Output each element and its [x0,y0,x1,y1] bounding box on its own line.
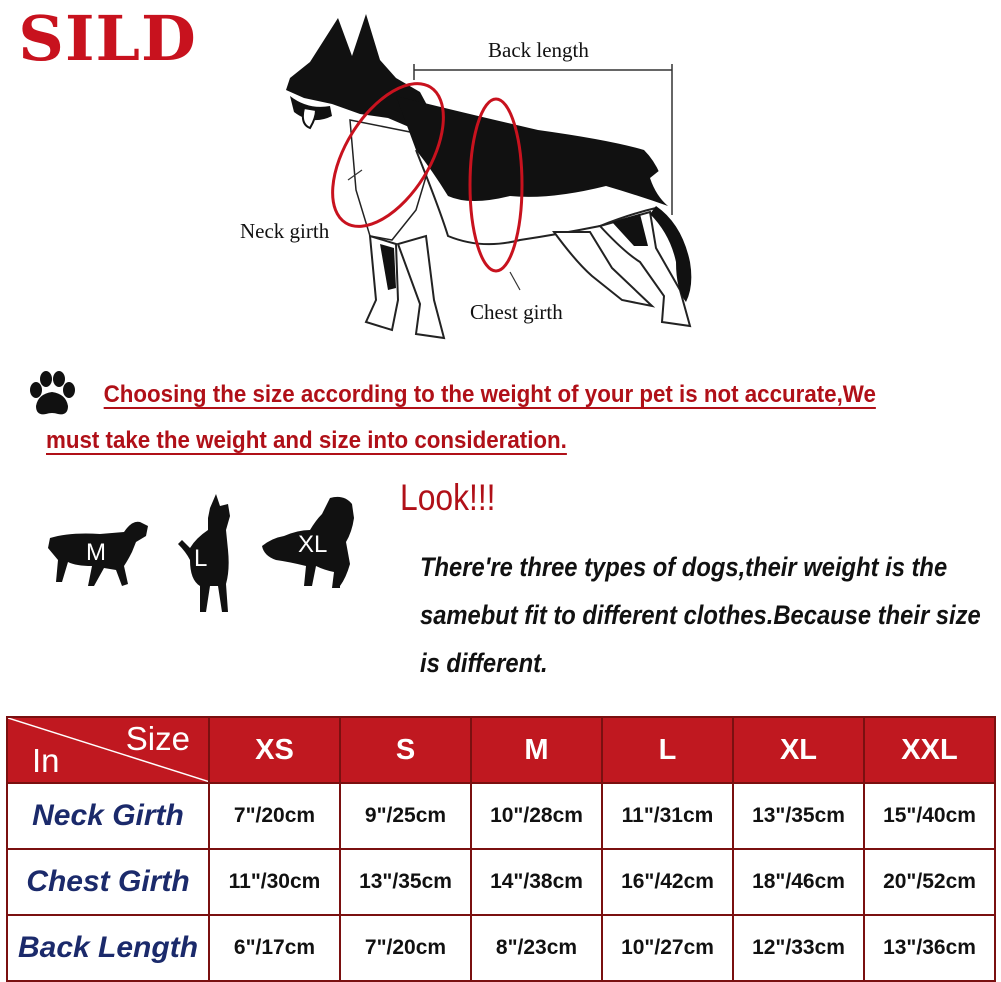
table-cell: 18"/46cm [733,849,864,915]
dog-size-silhouettes [40,490,370,620]
size-col-s: S [340,717,471,783]
silhouette-label-xl: XL [298,531,328,558]
table-cell: 7"/20cm [209,783,340,849]
table-cell: 11"/30cm [209,849,340,915]
size-col-l: L [602,717,733,783]
back-length-label: Back length [488,38,589,62]
corner-size-label: Size [125,720,190,757]
size-col-m: M [471,717,602,783]
size-header-row [7,717,995,783]
silhouette-label-m: M [86,539,106,566]
look-explanation: There're three types of dogs,their weight is the samebut fit to different clothes.Because their size is different. [420,552,981,678]
table-cell: 6"/17cm [209,915,340,981]
table-row [7,915,995,981]
table-cell: 15"/40cm [864,783,995,849]
brand-logo: SILD [18,2,197,75]
table-cell: 11"/31cm [602,783,733,849]
row-label-chest-girth: Chest Girth [7,849,209,915]
table-row [7,783,995,849]
table-cell: 20"/52cm [864,849,995,915]
large-dog-silhouette [178,494,230,612]
table-cell: 7"/20cm [340,915,471,981]
size-chart-table [6,716,996,982]
table-cell: 10"/28cm [471,783,602,849]
medium-dog-silhouette [48,522,148,586]
table-cell: 13"/35cm [733,783,864,849]
table-cell: 13"/36cm [864,915,995,981]
silhouette-label-l: L [194,545,208,572]
look-heading: Look!!! [400,477,496,518]
chest-girth-label: Chest girth [470,300,563,324]
table-cell: 13"/35cm [340,849,471,915]
corner-in-label: In [32,742,60,779]
table-cell: 16"/42cm [602,849,733,915]
german-shepherd-silhouette [286,14,691,338]
neck-girth-label: Neck girth [240,219,330,243]
size-header-corner [7,717,209,783]
table-cell: 8"/23cm [471,915,602,981]
table-row [7,849,995,915]
dog-measurement-diagram [220,0,740,362]
table-cell: 9"/25cm [340,783,471,849]
notice-text: Choosing the size according to the weight of your pet is not accurate,We must take the weight and size into consideration. [46,381,876,454]
row-label-neck-girth: Neck Girth [7,783,209,849]
table-cell: 12"/33cm [733,915,864,981]
size-col-xxl: XXL [864,717,995,783]
xlarge-dog-silhouette [262,497,354,588]
size-col-xl: XL [733,717,864,783]
table-cell: 14"/38cm [471,849,602,915]
size-col-xs: XS [209,717,340,783]
table-cell: 10"/27cm [602,915,733,981]
row-label-back-length: Back Length [7,915,209,981]
